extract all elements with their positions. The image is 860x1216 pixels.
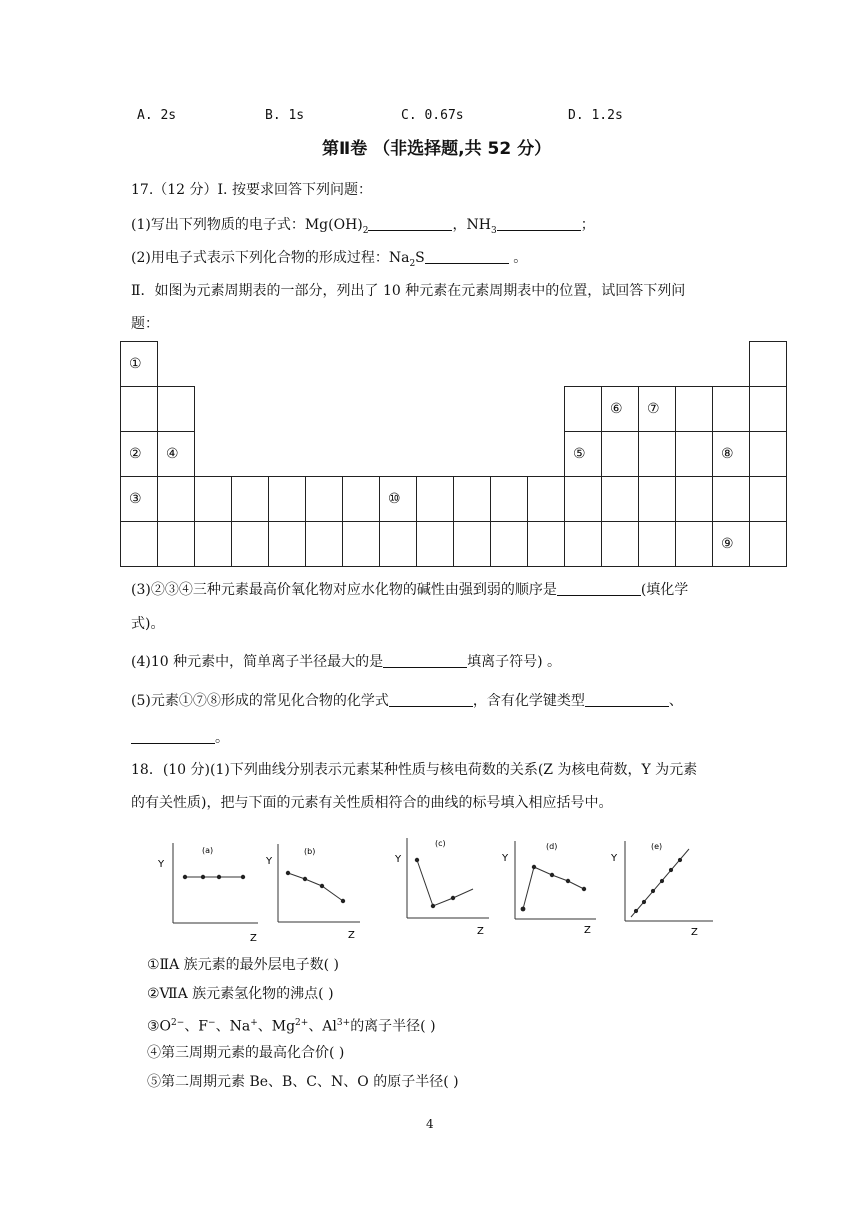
periodic-table-fragment bbox=[120, 341, 787, 567]
q17-part3: (3)②③④三种元素最高价氧化物对应水化物的碱性由强到弱的顺序是 (填化学 bbox=[131, 582, 689, 598]
option-d: D. 1.2s bbox=[568, 108, 623, 123]
page-number: 4 bbox=[426, 1117, 434, 1131]
graph-c-title: (c) bbox=[435, 839, 446, 848]
graph-a-z-label: Z bbox=[250, 933, 257, 944]
graph-a-y-label: Y bbox=[158, 859, 165, 870]
q17-part3-cont: 式)。 bbox=[131, 616, 165, 632]
cell-empty bbox=[750, 342, 787, 387]
cell-2: ② bbox=[121, 432, 158, 477]
q18-item-3: $③O^{2-}$、F−、Na+、$Mg^{2+}$、$Al^{3+}$的离子半径( ) bbox=[147, 1018, 436, 1035]
graph-e-y-label: Y bbox=[611, 853, 618, 864]
option-a: A. 2s bbox=[137, 108, 177, 123]
graph-e-title: (e) bbox=[651, 842, 663, 851]
cell-3: ③ bbox=[121, 477, 158, 522]
q17-part1: (1)写出下列物质的电子式：$Mg(OH)_2$ ，$NH_3$ ； bbox=[131, 217, 595, 236]
graph-c bbox=[393, 832, 493, 942]
q18-item-1: ①ⅡA 族元素的最外层电子数( ) bbox=[147, 957, 340, 973]
cell-7: ⑦ bbox=[639, 387, 676, 432]
q18-head: 18．(10 分)(1)下列曲线分别表示元素某种性质与核电荷数的关系(Z 为核电荷数，Y 为元素 bbox=[131, 762, 698, 778]
q18-item-4: ④第三周期元素的最高化合价( ) bbox=[147, 1045, 345, 1061]
cell-6: ⑥ bbox=[602, 387, 639, 432]
q17-head: 17.（12 分）I. 按要求回答下列问题： bbox=[131, 182, 372, 198]
graph-d-title: (d) bbox=[546, 842, 558, 851]
graph-e-z-label: Z bbox=[691, 927, 698, 938]
cell-4: ④ bbox=[158, 432, 195, 477]
q18-item-5: ⑤第二周期元素 Be、B、C、N、O 的原子半径( ) bbox=[147, 1074, 459, 1090]
cell-9: ⑨ bbox=[713, 522, 750, 567]
cell-1: ① bbox=[121, 342, 158, 387]
section-title: 第Ⅱ卷 （非选择题,共 52 分） bbox=[322, 139, 552, 159]
graph-d bbox=[500, 833, 600, 943]
q18-item-2: ②ⅦA 族元素氢化物的沸点( ) bbox=[147, 986, 334, 1002]
q17-part4: (4)10 种元素中，简单离子半径最大的是 填离子符号) 。 bbox=[131, 654, 562, 670]
graph-d-z-label: Z bbox=[584, 925, 591, 936]
graph-b-title: (b) bbox=[304, 847, 316, 856]
cell-5: ⑤ bbox=[565, 432, 602, 477]
q17-section2-intro: Ⅱ．如图为元素周期表的一部分，列出了 10 种元素在元素周期表中的位置，试回答下列问 bbox=[131, 283, 686, 299]
graph-b-z-label: Z bbox=[348, 930, 355, 941]
graph-b bbox=[264, 838, 364, 948]
cell-8: ⑧ bbox=[713, 432, 750, 477]
graph-e bbox=[607, 833, 719, 943]
option-c: C. 0.67s bbox=[401, 108, 464, 123]
q18-head-cont: 的有关性质)，把与下面的元素有关性质相符合的曲线的标号填入相应括号中。 bbox=[131, 795, 613, 811]
q17-part2: (2)用电子式表示下列化合物的形成过程：$Na_2S$ 。 bbox=[131, 250, 528, 269]
graph-c-y-label: Y bbox=[395, 854, 402, 865]
q17-part5: (5)元素①⑦⑧形成的常见化合物的化学式 ，含有化学键类型 、 bbox=[131, 693, 683, 709]
q17-part5-cont: 。 bbox=[131, 728, 229, 748]
graph-b-y-label: Y bbox=[266, 856, 273, 867]
graph-c-z-label: Z bbox=[477, 926, 484, 937]
graph-d-y-label: Y bbox=[502, 853, 509, 864]
graph-a-title: (a) bbox=[202, 846, 214, 855]
cell-10: ⑩ bbox=[380, 477, 417, 522]
q17-section2-intro-cont: 题： bbox=[131, 316, 159, 332]
graph-a bbox=[156, 835, 262, 945]
option-b: B. 1s bbox=[265, 108, 305, 123]
